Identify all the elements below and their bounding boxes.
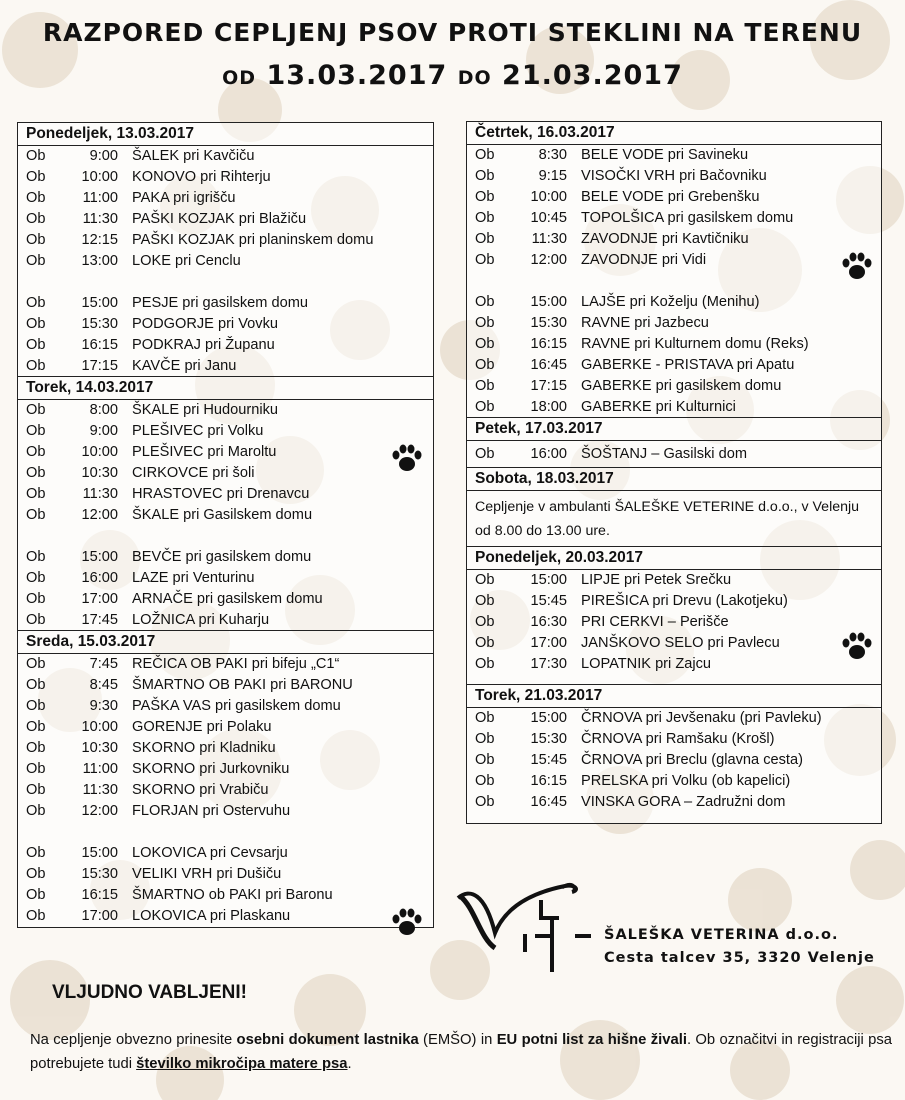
row-location: PRELSKA pri Volku (ob kapelici) <box>581 773 791 789</box>
row-prefix: Ob <box>475 336 495 352</box>
row-prefix: Ob <box>26 444 46 460</box>
row-location: SKORNO pri Jurkovniku <box>132 761 290 777</box>
date-range <box>0 60 905 91</box>
row-spacer <box>18 272 433 293</box>
paw-icon <box>390 906 424 938</box>
day-header: Četrtek, 16.03.2017 <box>467 122 881 145</box>
row-time: 18:00 <box>530 399 567 415</box>
row-prefix: Ob <box>26 316 46 332</box>
row-time: 15:00 <box>530 710 567 726</box>
schedule-row <box>18 356 433 377</box>
row-time: 11:00 <box>82 190 118 206</box>
row-time: 9:15 <box>538 168 567 184</box>
row-location: LAZE pri Venturinu <box>132 570 255 586</box>
schedule-row <box>18 654 433 675</box>
row-location: ARNAČE pri gasilskem domu <box>132 591 323 607</box>
schedule-row <box>467 166 881 187</box>
row-time: 13:00 <box>81 253 118 269</box>
row-prefix: Ob <box>26 719 46 735</box>
footer-text: Na cepljenje obvezno prinesite <box>30 1032 237 1048</box>
date-from: 13.03.2017 <box>266 60 448 91</box>
schedule-row <box>18 188 433 209</box>
row-prefix: Ob <box>475 357 495 373</box>
row-spacer <box>18 526 433 547</box>
schedule-row <box>467 633 881 654</box>
row-time: 17:15 <box>530 378 567 394</box>
row-location: ŠMARTNO ob PAKI pri Baronu <box>132 887 333 903</box>
row-prefix: Ob <box>475 614 495 630</box>
schedule-row <box>18 442 433 463</box>
schedule-row <box>18 505 433 526</box>
schedule-row <box>467 313 881 334</box>
schedule-row <box>467 397 881 418</box>
row-time: 10:00 <box>530 189 567 205</box>
row-location: BEVČE pri gasilskem domu <box>132 549 312 565</box>
row-time: 11:30 <box>82 211 118 227</box>
row-time: 9:00 <box>89 148 118 164</box>
row-time: 15:30 <box>530 731 567 747</box>
row-location: TOPOLŠICA pri gasilskem domu <box>581 210 794 226</box>
row-time: 16:45 <box>530 794 567 810</box>
schedule-row <box>18 675 433 696</box>
schedule-row <box>18 167 433 188</box>
row-time: 16:15 <box>530 336 567 352</box>
row-time: 10:45 <box>530 210 567 226</box>
row-time: 11:30 <box>82 486 118 502</box>
row-prefix: Ob <box>26 295 46 311</box>
day-header: Torek, 21.03.2017 <box>467 684 881 708</box>
schedule-row <box>18 230 433 251</box>
row-prefix: Ob <box>475 635 495 651</box>
day-header: Ponedeljek, 20.03.2017 <box>467 546 881 570</box>
row-time: 15:30 <box>81 866 118 882</box>
schedule-row <box>467 187 881 208</box>
day-header: Sreda, 15.03.2017 <box>18 630 433 654</box>
row-location: PESJE pri gasilskem domu <box>132 295 309 311</box>
company-info <box>604 924 875 970</box>
paw-icon <box>840 630 874 662</box>
row-location: LAJŠE pri Koželju (Menihu) <box>581 294 760 310</box>
schedule-row <box>18 314 433 335</box>
footer-note <box>30 1028 892 1076</box>
row-time: 15:00 <box>81 845 118 861</box>
row-location: BELE VODE pri Savineku <box>581 147 749 163</box>
row-time: 15:45 <box>530 752 567 768</box>
row-prefix: Ob <box>26 549 46 565</box>
row-prefix: Ob <box>26 465 46 481</box>
row-time: 12:00 <box>81 803 118 819</box>
schedule-row <box>467 570 881 591</box>
row-prefix: Ob <box>475 731 495 747</box>
schedule-row <box>18 885 433 906</box>
row-time: 15:00 <box>530 294 567 310</box>
paw-icon <box>390 442 424 474</box>
row-prefix: Ob <box>475 794 495 810</box>
schedule-row <box>18 335 433 356</box>
schedule-row <box>467 792 881 813</box>
schedule-row <box>18 780 433 801</box>
row-location: VISOČKI VRH pri Bačovniku <box>581 168 767 184</box>
row-time: 16:15 <box>81 887 118 903</box>
schedule-row <box>467 654 881 675</box>
day-header: Petek, 17.03.2017 <box>467 417 881 441</box>
row-time: 10:30 <box>81 465 118 481</box>
schedule-row <box>18 864 433 885</box>
row-location: HRASTOVEC pri Drenavcu <box>132 486 310 502</box>
row-location: PAKA pri igrišču <box>132 190 236 206</box>
row-time: 8:00 <box>89 402 118 418</box>
row-time: 17:15 <box>81 358 118 374</box>
row-prefix: Ob <box>26 866 46 882</box>
footer-bold-text: EU potni list za hišne živali <box>496 1032 687 1048</box>
row-prefix: Ob <box>475 231 495 247</box>
saleska-veterina-logo <box>450 878 600 973</box>
row-prefix: Ob <box>475 399 495 415</box>
row-location: ČRNOVA pri Breclu (glavna cesta) <box>581 752 803 768</box>
schedule-row <box>467 376 881 397</box>
footer-bold-text: osebni dokument lastnika <box>236 1032 419 1048</box>
row-prefix: Ob <box>26 698 46 714</box>
row-prefix: Ob <box>26 211 46 227</box>
row-time: 15:00 <box>81 549 118 565</box>
row-location: LOKOVICA pri Cevsarju <box>132 845 288 861</box>
schedule-row <box>18 209 433 230</box>
row-prefix: Ob <box>26 169 46 185</box>
row-time: 16:00 <box>81 570 118 586</box>
row-prefix: Ob <box>26 677 46 693</box>
schedule-row <box>18 696 433 717</box>
day-rows <box>467 145 881 418</box>
row-prefix: Ob <box>475 294 495 310</box>
row-prefix: Ob <box>26 507 46 523</box>
row-time: 16:15 <box>530 773 567 789</box>
day-rows <box>18 400 433 631</box>
row-prefix: Ob <box>26 423 46 439</box>
schedule-row <box>467 708 881 729</box>
row-prefix: Ob <box>26 486 46 502</box>
schedule-row <box>467 208 881 229</box>
date-to: 21.03.2017 <box>502 60 683 91</box>
day-header: Ponedeljek, 13.03.2017 <box>18 123 433 146</box>
row-prefix: Ob <box>26 782 46 798</box>
day-rows <box>18 654 433 927</box>
row-time: 15:30 <box>81 316 118 332</box>
row-location: KAVČE pri Janu <box>132 358 237 374</box>
row-location: VINSKA GORA – Zadružni dom <box>581 794 786 810</box>
footer-text: (EMŠO) in <box>418 1032 497 1048</box>
row-time: 10:00 <box>81 169 118 185</box>
row-time: 7:45 <box>89 656 118 672</box>
do-label: DO <box>457 67 492 89</box>
row-prefix: Ob <box>26 656 46 672</box>
row-time: 16:45 <box>530 357 567 373</box>
row-prefix: Ob <box>475 656 495 672</box>
row-time: 16:30 <box>530 614 567 630</box>
schedule-row <box>18 146 433 167</box>
row-time: 17:30 <box>530 656 567 672</box>
row-location: PIREŠICA pri Drevu (Lakotjeku) <box>581 593 788 609</box>
schedule-row <box>18 251 433 272</box>
schedule-row <box>18 589 433 610</box>
row-location: LOKE pri Cenclu <box>132 253 241 269</box>
schedule-row <box>467 250 881 271</box>
row-time: 16:00 <box>530 446 567 462</box>
row-location: ZAVODNJE pri Kavtičniku <box>581 231 749 247</box>
schedule-row <box>18 547 433 568</box>
row-spacer <box>18 822 433 843</box>
row-prefix: Ob <box>475 710 495 726</box>
row-prefix: Ob <box>475 189 495 205</box>
row-prefix: Ob <box>475 752 495 768</box>
row-time: 9:30 <box>89 698 118 714</box>
row-time: 8:45 <box>89 677 118 693</box>
row-prefix: Ob <box>26 887 46 903</box>
row-time: 11:00 <box>82 761 118 777</box>
row-location: FLORJAN pri Ostervuhu <box>132 803 291 819</box>
schedule-row <box>18 568 433 589</box>
row-location: CIRKOVCE pri šoli <box>132 465 255 481</box>
row-spacer <box>467 271 881 292</box>
row-time: 9:00 <box>89 423 118 439</box>
schedule-row <box>18 801 433 822</box>
day-rows <box>18 146 433 377</box>
day-note: Cepljenje v ambulanti ŠALEŠKE VETERINE d.o.o., v Velenju od 8.00 do 13.00 ure. <box>475 499 860 539</box>
row-location: PAŠKI KOZJAK pri Blažiču <box>132 211 307 227</box>
schedule-row <box>18 759 433 780</box>
row-prefix: Ob <box>26 337 46 353</box>
row-location: SKORNO pri Vrabiču <box>132 782 269 798</box>
row-time: 10:30 <box>81 740 118 756</box>
schedule-row <box>18 717 433 738</box>
row-time: 15:45 <box>530 593 567 609</box>
row-location: ČRNOVA pri Ramšaku (Krošl) <box>581 731 775 747</box>
day-rows <box>467 570 881 685</box>
day-header: Sobota, 18.03.2017 <box>467 467 881 491</box>
schedule-row <box>467 334 881 355</box>
row-prefix: Ob <box>475 315 495 331</box>
schedule-row <box>467 591 881 612</box>
row-prefix: Ob <box>26 740 46 756</box>
row-location: PODKRAJ pri Županu <box>132 337 275 353</box>
day-rows <box>467 708 881 823</box>
row-prefix: Ob <box>26 402 46 418</box>
row-location: PRI CERKVI – Perišče <box>581 614 729 630</box>
row-location: PODGORJE pri Vovku <box>132 316 278 332</box>
row-location: VELIKI VRH pri Dušiču <box>132 866 282 882</box>
row-location: PLEŠIVEC pri Volku <box>132 423 264 439</box>
schedule-row <box>467 229 881 250</box>
row-prefix: Ob <box>475 378 495 394</box>
schedule-row <box>18 400 433 421</box>
row-prefix: Ob <box>26 591 46 607</box>
row-time: 15:00 <box>530 572 567 588</box>
row-prefix: Ob <box>26 803 46 819</box>
schedule-row <box>467 771 881 792</box>
footer-text: . Ob označitvi in registraciji psa potrebujete tudi <box>30 1032 893 1072</box>
row-prefix: Ob <box>26 253 46 269</box>
row-time: 17:00 <box>81 591 118 607</box>
row-prefix: Ob <box>26 908 46 924</box>
row-time: 8:30 <box>538 147 567 163</box>
row-time: 11:30 <box>531 231 567 247</box>
row-location: GABERKE pri Kulturnici <box>581 399 736 415</box>
row-prefix: Ob <box>475 168 495 184</box>
welcome-text: VLJUDNO VABLJENI! <box>52 982 247 1003</box>
schedule-left-column <box>17 122 434 928</box>
row-location: ŠOŠTANJ – Gasilski dom <box>581 446 747 462</box>
schedule-row <box>467 355 881 376</box>
schedule-row <box>18 463 433 484</box>
row-prefix: Ob <box>475 252 495 268</box>
row-location: ŠMARTNO OB PAKI pri BARONU <box>132 677 353 693</box>
row-prefix: Ob <box>26 761 46 777</box>
schedule-row <box>18 293 433 314</box>
row-location: BELE VODE pri Grebenšku <box>581 189 760 205</box>
row-location: KONOVO pri Rihterju <box>132 169 271 185</box>
row-prefix: Ob <box>475 773 495 789</box>
row-time: 10:00 <box>81 444 118 460</box>
row-time: 17:45 <box>81 612 118 628</box>
row-prefix: Ob <box>475 593 495 609</box>
row-prefix: Ob <box>26 232 46 248</box>
row-location: GORENJE pri Polaku <box>132 719 272 735</box>
row-location: LOŽNICA pri Kuharju <box>132 612 270 628</box>
schedule-row <box>467 292 881 313</box>
row-location: ŠKALE pri Hudourniku <box>132 402 279 418</box>
schedule-row <box>467 145 881 166</box>
row-time: 15:00 <box>81 295 118 311</box>
page-title: RAZPORED CEPLJENJ PSOV PROTI STEKLINI NA TERENU <box>42 18 863 47</box>
row-location: ZAVODNJE pri Vidi <box>581 252 707 268</box>
schedule-row <box>18 610 433 631</box>
row-time: 10:00 <box>81 719 118 735</box>
row-time: 15:30 <box>530 315 567 331</box>
schedule-row <box>467 729 881 750</box>
row-location: RAVNE pri Kulturnem domu (Reks) <box>581 336 809 352</box>
row-location: ŠKALE pri Gasilskem domu <box>132 507 313 523</box>
row-location: GABERKE - PRISTAVA pri Apatu <box>581 357 795 373</box>
schedule-row <box>18 906 433 927</box>
day-rows <box>467 441 881 468</box>
day-header: Torek, 14.03.2017 <box>18 376 433 400</box>
row-prefix: Ob <box>475 572 495 588</box>
schedule-row <box>467 444 881 465</box>
row-location: PAŠKI KOZJAK pri planinskem domu <box>132 232 374 248</box>
company-name: ŠALEŠKA VETERINA d.o.o. <box>604 927 839 943</box>
row-location: REČICA OB PAKI pri bifeju „C1“ <box>132 656 340 672</box>
row-location: ŠALEK pri Kavčiču <box>132 148 255 164</box>
row-prefix: Ob <box>475 446 495 462</box>
schedule-row <box>18 738 433 759</box>
schedule-right-column <box>466 121 882 824</box>
row-prefix: Ob <box>475 210 495 226</box>
schedule-row <box>18 843 433 864</box>
row-prefix: Ob <box>475 147 495 163</box>
row-prefix: Ob <box>26 612 46 628</box>
row-location: GABERKE pri gasilskem domu <box>581 378 782 394</box>
row-prefix: Ob <box>26 358 46 374</box>
row-location: SKORNO pri Kladniku <box>132 740 276 756</box>
row-location: LOPATNIK pri Zajcu <box>581 656 712 672</box>
row-time: 12:00 <box>530 252 567 268</box>
footer-text: . <box>347 1056 352 1072</box>
company-address: Cesta talcev 35, 3320 Velenje <box>604 950 875 966</box>
schedule-row <box>467 750 881 771</box>
row-prefix: Ob <box>26 845 46 861</box>
od-label: OD <box>222 67 257 89</box>
schedule-row <box>467 612 881 633</box>
row-time: 12:00 <box>81 507 118 523</box>
row-location: RAVNE pri Jazbecu <box>581 315 709 331</box>
row-prefix: Ob <box>26 148 46 164</box>
footer-underlined-text: številko mikročipa matere psa <box>136 1056 348 1072</box>
schedule-row <box>18 484 433 505</box>
row-time: 17:00 <box>81 908 118 924</box>
row-location: PAŠKA VAS pri gasilskem domu <box>132 698 341 714</box>
row-time: 16:15 <box>81 337 118 353</box>
row-time: 11:30 <box>82 782 118 798</box>
row-location: ČRNOVA pri Jevšenaku (pri Pavleku) <box>581 710 822 726</box>
schedule-row <box>18 421 433 442</box>
paw-icon <box>840 250 874 282</box>
row-time: 17:00 <box>530 635 567 651</box>
row-location: PLEŠIVEC pri Maroltu <box>132 444 277 460</box>
row-prefix: Ob <box>26 190 46 206</box>
row-location: LIPJE pri Petek Srečku <box>581 572 732 588</box>
row-time: 12:15 <box>81 232 118 248</box>
row-prefix: Ob <box>26 570 46 586</box>
row-location: LOKOVICA pri Plaskanu <box>132 908 291 924</box>
row-location: JANŠKOVO SELO pri Pavlecu <box>581 635 780 651</box>
